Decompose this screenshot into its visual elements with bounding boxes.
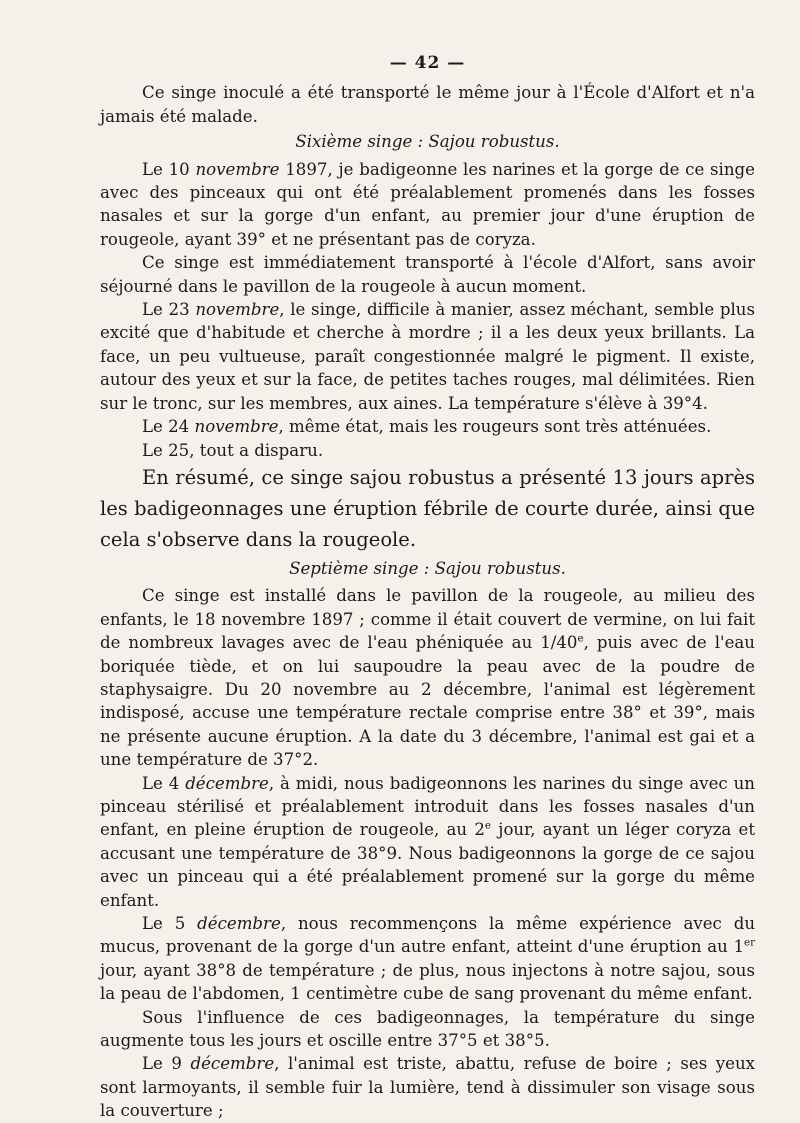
- paragraph-nov-10: [100, 158, 755, 252]
- paragraph-dec-9: [100, 1052, 755, 1122]
- text-run: , même état, mais les rougeurs sont très atténuées.: [278, 417, 712, 437]
- text-run: , le singe, difficile à manier, assez méchant, semble plus excité que d'habitude et cherche à mordre ; il a les deux yeux brillants. La face, un peu vultueuse, paraît congestionnée malgré le pigment. Il existe, autour des yeux et sur la face, de petites taches rouges, mal délimitées. Rien sur le tronc, sur les membres, aux aines. La température s'élève à 39°4.: [100, 300, 755, 413]
- paragraph-dec-4: [100, 772, 755, 912]
- text-run: Le 23: [142, 300, 196, 320]
- italic-date: novembre: [194, 417, 279, 437]
- heading-sixth-monkey: Sixième singe : Sajou robustus.: [295, 132, 560, 152]
- italic-date: décembre: [190, 1054, 275, 1074]
- page-number: — 42 —: [389, 53, 466, 73]
- paragraph-dec-5: [100, 912, 755, 1006]
- text-run: 1897, je badigeonne les narines et la gorge de ce singe avec des pinceaux qui ont été préalablement promenés dans les fosses nasales et sur la gorge d'un enfant, au premier jour d'une éruption de rougeole, ayant 39° et ne présentant pas de coryza.: [100, 159, 755, 249]
- italic-date: novembre: [195, 159, 280, 179]
- paragraph-alfort-transport: Ce singe est immédiatement transporté à l'école d'Alfort, sans avoir séjourné dans le pavillon de la rougeole à aucun moment.: [100, 253, 755, 296]
- paragraph-nov-25: Le 25, tout a disparu.: [142, 440, 324, 460]
- paragraph-nov-23: [100, 298, 755, 415]
- paragraph-nov-18: [100, 584, 755, 771]
- paragraph-nov-24: [100, 415, 755, 438]
- text-run: , nous recommençons la même expérience avec du mucus, provenant de la gorge d'un autre enfant, atteint d'une éruption au 1: [100, 914, 756, 957]
- italic-date: décembre: [197, 914, 281, 933]
- superscript: er: [744, 936, 755, 949]
- text-run: jour, ayant un léger coryza et accusant une température de 38°9. Nous badigeonnons la gorge de ce sajou avec un pinceau qui a été préalablement promené sur la gorge du même enfant.: [100, 820, 755, 910]
- text-run: Le 9: [142, 1054, 191, 1074]
- superscript: e: [577, 632, 584, 645]
- italic-date: novembre: [195, 300, 280, 320]
- text-run: Ce singe est installé dans le pavillon de la rougeole, au milieu des enfants, le 18 novembre 1897 ; comme il était couvert de vermine, on lui fait de nombreux lavages avec de l'eau phéniquée au 1/40: [100, 586, 755, 653]
- paragraph-temperature: Sous l'influence de ces badigeonnages, la température du singe augmente tous les jours et oscille entre 37°5 et 38°5.: [100, 1007, 755, 1051]
- text-run: jour, ayant 38°8 de température ; de plus, nous injectons à notre sajou, sous la peau de l'abdomen, 1 centimètre cube de sang provenant du même enfant.: [100, 960, 755, 1004]
- text-run: Le 10: [142, 159, 196, 179]
- heading-seventh-monkey: Septième singe : Sajou robustus.: [289, 558, 566, 578]
- superscript: e: [484, 819, 492, 832]
- text-run: Le 4: [142, 773, 186, 793]
- page-body: [100, 52, 755, 1123]
- text-run: Le 5: [142, 914, 198, 933]
- summary-paragraph: En résumé, ce singe sajou robustus a présenté 13 jours après les badigeonnages une éruption fébrile de courte durée, ainsi que cela s'observe dans la rougeole.: [100, 465, 755, 551]
- italic-date: décembre: [185, 773, 269, 793]
- text-run: Le 24: [142, 417, 195, 437]
- text-run: , puis avec de l'eau boriquée tiède, et on lui saupoudre la peau avec de la poudre de staphysaigre. Du 20 novembre au 2 décembre, l'animal est légèrement indisposé, accuse une température rectale comprise entre 38° et 39°, mais ne présente aucune éruption. A la date du 3 décembre, l'animal est gai et a une température de 37°2.: [100, 633, 755, 770]
- text-run: , l'animal est triste, abattu, refuse de boire ; ses yeux sont larmoyants, il semble fuir la lumière, tend à dissimuler son visage sous la couverture ;: [100, 1054, 756, 1121]
- text-run: , à midi, nous badigeonnons les narines du singe avec un pinceau stérilisé et préalablement introduit dans les fosses nasales d'un enfant, en pleine éruption de rougeole, au 2: [100, 773, 755, 840]
- paragraph-inoculated: Ce singe inoculé a été transporté le même jour à l'École d'Alfort et n'a jamais été malade.: [100, 83, 755, 126]
